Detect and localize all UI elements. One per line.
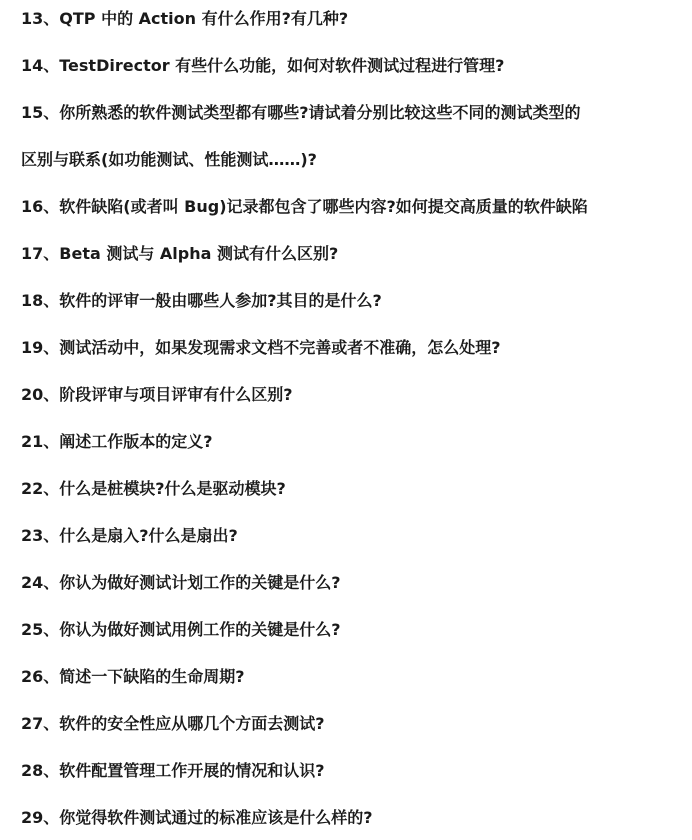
question-14: 14、TestDirector 有些什么功能，如何对软件测试过程进行管理? xyxy=(21,56,505,75)
question-29: 29、你觉得软件测试通过的标准应该是什么样的? xyxy=(21,808,373,827)
question-26: 26、简述一下缺陷的生命周期? xyxy=(21,667,245,686)
question-27: 27、软件的安全性应从哪几个方面去测试? xyxy=(21,714,325,733)
question-16: 16、软件缺陷(或者叫 Bug)记录都包含了哪些内容?如何提交高质量的软件缺陷 xyxy=(21,197,588,216)
question-23: 23、什么是扇入?什么是扇出? xyxy=(21,526,238,545)
question-15-continued: 区别与联系(如功能测试、性能测试……)? xyxy=(21,150,317,169)
question-17: 17、Beta 测试与 Alpha 测试有什么区别? xyxy=(21,244,339,263)
question-25: 25、你认为做好测试用例工作的关键是什么? xyxy=(21,620,341,639)
question-22: 22、什么是桩模块?什么是驱动模块? xyxy=(21,479,286,498)
question-15: 15、你所熟悉的软件测试类型都有哪些?请试着分别比较这些不同的测试类型的 xyxy=(21,103,581,122)
question-24: 24、你认为做好测试计划工作的关键是什么? xyxy=(21,573,341,592)
question-28: 28、软件配置管理工作开展的情况和认识? xyxy=(21,761,325,780)
question-21: 21、阐述工作版本的定义? xyxy=(21,432,213,451)
question-18: 18、软件的评审一般由哪些人参加?其目的是什么? xyxy=(21,291,382,310)
question-19: 19、测试活动中，如果发现需求文档不完善或者不准确，怎么处理? xyxy=(21,338,501,357)
question-13: 13、QTP 中的 Action 有什么作用?有几种? xyxy=(21,9,349,28)
question-20: 20、阶段评审与项目评审有什么区别? xyxy=(21,385,293,404)
